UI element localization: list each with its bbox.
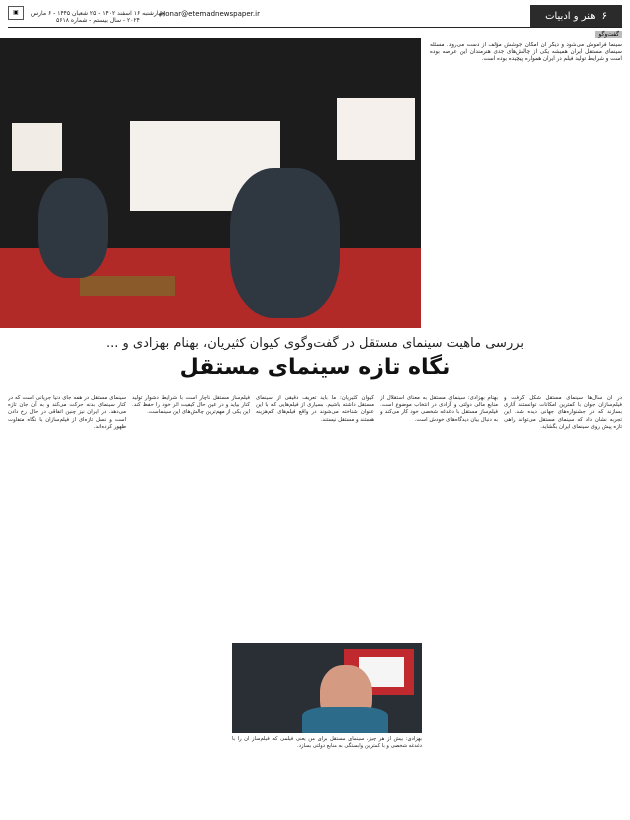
inset-person-shirt [302,707,388,733]
section-label-box [530,5,622,27]
text-column-4: فیلم‌ساز مستقل ناچار است با شرایط دشوار تولید کنار بیاید و در عین حال کیفیت اثر خود را حفظ کند. این یکی از مهم‌ترین چالش‌های این سینماست. [132,395,250,416]
text-column-1: در آن سال‌ها سینمای مستقل شکل گرفت و فیلم‌سازان جوان با کمترین امکانات توانستند آثاری بسازند که در جشنواره‌های جهانی دیده شد. این تجربه نشان داد که سینمای مستقل می‌تواند راهی تازه پیش روی سینمای ایران بگشاید. [504,395,622,430]
main-photo [0,38,421,328]
section-title: هنر و ادبیات [545,10,596,22]
page-number: ۶ [601,10,607,22]
photo-person-right [230,168,340,318]
photo-screen-right [337,98,415,160]
text-column-2: بهنام بهزادی: سینمای مستقل به معنای استقلال از منابع مالی دولتی و آزادی در انتخاب موضوع است. فیلم‌ساز مستقل با دغدغه شخصی خود کار می‌کند و به دنبال بیان دیدگاه‌های خودش است. [380,395,498,423]
article-subtitle: بررسی ماهیت سینمای مستقل در گفت‌وگوی کیوان کثیریان، بهنام بهزادی و ... [105,336,525,351]
photo-screen-left [12,123,62,171]
text-column-3: کیوان کثیریان: ما باید تعریف دقیقی از سینمای مستقل داشته باشیم. بسیاری از فیلم‌هایی که با این عنوان شناخته می‌شوند در واقع فیلم‌های کم‌هزینه هستند و مستقل نیستند. [256,395,374,423]
photo-person-left [38,178,108,278]
text-column-top-right: سینما فراموش می‌شود و دیگر آن امکان جوشش مؤلف از دست می‌رود. مسئله سینمای مستقل ایران همیشه یکی از چالش‌های جدی هنرمندان این عرصه بوده است و شرایط تولید فیلم در ایران همواره پیچیده بوده است. [430,42,622,63]
page-header [0,0,630,26]
issue-line: چهارشنبه ۱۶ اسفند ۱۴۰۲ - ۲۵ شعبان ۱۴۴۵ - ۶ مارس ۲۰۲۴ - سال بیستم - شماره ۵۶۱۸ [30,10,166,24]
article-tag: گفت‌وگو [595,31,622,38]
photo-table [80,276,175,296]
newspaper-logo-icon: ▣ [8,6,24,20]
section-email[interactable]: Honar@etemadnewspaper.ir [160,10,260,18]
header-rule [8,27,622,28]
inset-photo [232,643,422,733]
article-title: نگاه تازه سینمای مستقل [179,355,451,380]
text-column-5: سینمای مستقل در همه جای دنیا جریانی است که در کنار سینمای بدنه حرکت می‌کند و به آن جان تازه می‌دهد. در ایران نیز چنین اتفاقی در حال رخ دادن است و نسل تازه‌ای از فیلم‌سازان با نگاه متفاوت ظهور کرده‌اند. [8,395,126,430]
photo-caption: بهزادی: بیش از هر چیز، سینمای مستقل برای من یعنی فیلمی که فیلم‌ساز آن را با دغدغه شخصی و با کمترین وابستگی به منابع دولتی بسازد. [232,736,422,749]
